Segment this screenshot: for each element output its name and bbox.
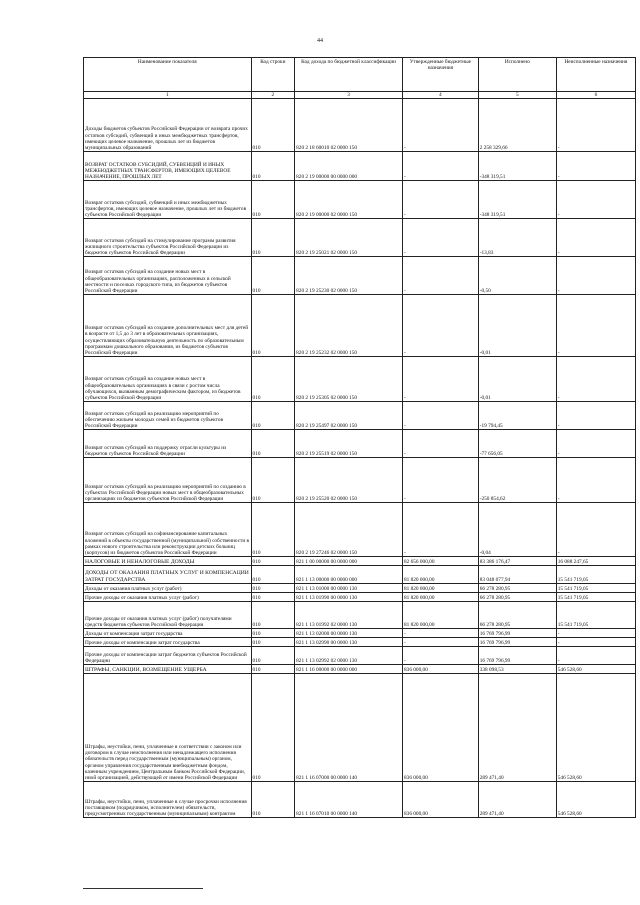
row-approved: - <box>403 152 479 181</box>
table-row <box>84 257 636 295</box>
row-unexecuted: 15 541 719,05 <box>556 593 635 602</box>
row-revenue-code: 821 1 13 01990 00 0000 130 <box>295 593 403 602</box>
column-number: 5 <box>478 92 556 99</box>
row-revenue-code: 821 1 13 01992 02 0000 130 <box>295 602 403 629</box>
table-row <box>84 782 636 818</box>
row-name: Возврат остатков субсидий на реализацию мероприятий по созданию в субъектах Российской Федерации новых мест в общеобразовательных организациях из бюджетов субъектов Российской Федерации <box>84 458 252 503</box>
row-line-code: 010 <box>251 665 295 674</box>
row-name: Возврат остатков субсидий, субвенций и иных межбюджетных трансфертов, имеющих целевое назначение, прошлых лет из бюджетов субъектов Российской Федерации <box>84 181 252 219</box>
row-unexecuted: - <box>556 629 635 638</box>
row-line-code: 010 <box>251 357 295 402</box>
column-number: 6 <box>556 92 635 99</box>
row-unexecuted: 546 528,60 <box>556 782 635 818</box>
table-row <box>84 602 636 629</box>
table-row <box>84 219 636 257</box>
row-line-code: 010 <box>251 402 295 430</box>
row-approved: - <box>403 458 479 503</box>
row-revenue-code: 820 2 19 25305 02 0000 150 <box>295 357 403 402</box>
row-executed: -0,01 <box>478 357 556 402</box>
row-executed: -0,01 <box>478 295 556 357</box>
row-revenue-code: 821 1 13 02990 00 0000 130 <box>295 638 403 647</box>
row-revenue-code: 820 2 19 25519 02 0000 150 <box>295 430 403 458</box>
row-name: Прочие доходы от компенсации затрат государства <box>84 638 252 647</box>
row-name: Прочие доходы от компенсации затрат бюджетов субъектов Российской Федерации <box>84 647 252 665</box>
row-revenue-code: 820 2 19 25230 02 0000 150 <box>295 257 403 295</box>
row-name: Возврат остатков субсидий на стимулирование программ развития жилищного строительства субъектов Российской Федерации из бюджетов субъектов Российской Федерации <box>84 219 252 257</box>
row-executed: -0,50 <box>478 257 556 295</box>
header-row <box>84 58 636 92</box>
row-line-code: 010 <box>251 219 295 257</box>
row-name: Возврат остатков субсидий на софинансирование капитальных вложений в объекты государственной (муниципальной) собственности в рамках нового строительства или реконструкции детских больниц (корпусов) из бюджетов субъектов Российской Федерации <box>84 503 252 557</box>
row-unexecuted: - <box>556 430 635 458</box>
row-approved: - <box>403 402 479 430</box>
row-name: ШТРАФЫ, САНКЦИИ, ВОЗМЕЩЕНИЕ УЩЕРБА <box>84 665 252 674</box>
row-revenue-code: 821 1 13 02000 00 0000 130 <box>295 629 403 638</box>
row-executed: 16 769 796,99 <box>478 647 556 665</box>
row-executed: 66 278 280,95 <box>478 602 556 629</box>
row-unexecuted: - <box>556 458 635 503</box>
row-executed: 2 258 329,66 <box>478 99 556 152</box>
row-revenue-code: 820 2 19 25497 02 0000 150 <box>295 402 403 430</box>
table-row <box>84 99 636 152</box>
row-name: НАЛОГОВЫЕ И НЕНАЛОГОВЫЕ ДОХОДЫ <box>84 557 252 566</box>
row-executed: 83 048 077,94 <box>478 566 556 584</box>
row-approved: 81 820 000,00 <box>403 602 479 629</box>
row-line-code: 010 <box>251 782 295 818</box>
row-unexecuted: 15 541 719,05 <box>556 584 635 593</box>
column-number: 3 <box>295 92 403 99</box>
row-approved: 836 000,00 <box>403 782 479 818</box>
row-line-code: 010 <box>251 503 295 557</box>
row-unexecuted: - <box>556 181 635 219</box>
row-unexecuted: - <box>556 295 635 357</box>
row-unexecuted: - <box>556 638 635 647</box>
row-name: Доходы бюджетов субъектов Российской Федерации от возврата прочих остатков субсидий, субвенций и иных межбюджетных трансфертов, имеющих целевое назначение, прошлых лет из бюджетов муниципальных образований <box>84 99 252 152</box>
header-executed: Исполнено <box>478 58 556 92</box>
row-line-code: 010 <box>251 593 295 602</box>
row-executed: 289 471,40 <box>478 674 556 782</box>
row-revenue-code: 820 2 19 27246 02 0000 150 <box>295 503 403 557</box>
table-row <box>84 584 636 593</box>
row-executed: -19 794,45 <box>478 402 556 430</box>
table-row <box>84 402 636 430</box>
row-line-code: 010 <box>251 584 295 593</box>
row-name: Прочие доходы от оказания платных услуг (работ) получателями средств бюджетов субъектов Российской Федерации <box>84 602 252 629</box>
row-name: ДОХОДЫ ОТ ОКАЗАНИЯ ПЛАТНЫХ УСЛУГ И КОМПЕНСАЦИИ ЗАТРАТ ГОСУДАРСТВА <box>84 566 252 584</box>
row-executed: 16 769 796,99 <box>478 629 556 638</box>
row-executed: -13,83 <box>478 219 556 257</box>
row-revenue-code: 821 1 16 00000 00 0000 000 <box>295 665 403 674</box>
row-unexecuted: - <box>556 357 635 402</box>
table-row <box>84 629 636 638</box>
table-row <box>84 593 636 602</box>
row-revenue-code: 820 2 19 00000 00 0000 000 <box>295 152 403 181</box>
table-row <box>84 503 636 557</box>
row-approved: 82 656 000,00 <box>403 557 479 566</box>
row-approved: - <box>403 638 479 647</box>
row-line-code: 010 <box>251 430 295 458</box>
row-unexecuted: 15 541 719,05 <box>556 566 635 584</box>
row-approved: - <box>403 503 479 557</box>
row-unexecuted: 546 528,60 <box>556 665 635 674</box>
row-executed: -0,04 <box>478 503 556 557</box>
row-unexecuted: - <box>556 402 635 430</box>
row-unexecuted: - <box>556 99 635 152</box>
row-line-code: 010 <box>251 181 295 219</box>
row-approved: 81 820 000,00 <box>403 593 479 602</box>
row-approved: 836 000,00 <box>403 674 479 782</box>
row-line-code: 010 <box>251 674 295 782</box>
row-name: Прочие доходы от оказания платных услуг (работ) <box>84 593 252 602</box>
row-executed: 16 769 796,99 <box>478 638 556 647</box>
row-line-code: 010 <box>251 629 295 638</box>
column-number: 4 <box>403 92 479 99</box>
table-row <box>84 357 636 402</box>
row-revenue-code: 820 2 19 25021 02 0000 150 <box>295 219 403 257</box>
row-unexecuted: 16 088 247,65 <box>556 557 635 566</box>
column-number: 1 <box>84 92 252 99</box>
row-name: ВОЗВРАТ ОСТАТКОВ СУБСИДИЙ, СУБВЕНЦИЙ И ИНЫХ МЕЖБЮДЖЕТНЫХ ТРАНСФЕРТОВ, ИМЕЮЩИХ ЦЕЛЕВОЕ НАЗНАЧЕНИЕ, ПРОШЛЫХ ЛЕТ <box>84 152 252 181</box>
row-line-code: 010 <box>251 99 295 152</box>
row-revenue-code: 821 1 13 00000 00 0000 000 <box>295 566 403 584</box>
column-number-row <box>84 92 636 99</box>
row-unexecuted: - <box>556 647 635 665</box>
table-row <box>84 566 636 584</box>
row-name: Возврат остатков субсидий на создание новых мест в общеобразовательных организациях в связи с ростом числа обучающихся, вызванным демографическим фактором, из бюджетов субъектов Российской Федерации <box>84 357 252 402</box>
row-revenue-code: 820 2 19 25232 02 0000 150 <box>295 295 403 357</box>
row-revenue-code: 821 1 13 01000 00 0000 130 <box>295 584 403 593</box>
row-executed: -77 656,05 <box>478 430 556 458</box>
row-revenue-code: 821 1 00 00000 00 0000 000 <box>295 557 403 566</box>
row-revenue-code: 821 1 16 07000 00 0000 140 <box>295 674 403 782</box>
row-name: Штрафы, неустойки, пени, уплаченные в соответствии с законом или договором в случае неисполнения или ненадлежащего исполнения обязательств перед государственным (муниципальным) органом, органом управления государственным внебюджетным фондом, казенным учреждением, Центральным банком Российской Федерации, иной организацией, действующей от имени Российской Федерации <box>84 674 252 782</box>
row-line-code: 010 <box>251 295 295 357</box>
row-line-code: 010 <box>251 257 295 295</box>
table-row <box>84 665 636 674</box>
row-executed: 338 098,53 <box>478 665 556 674</box>
revenue-report-table <box>83 57 636 818</box>
row-executed: -250 854,62 <box>478 458 556 503</box>
table-row <box>84 557 636 566</box>
row-approved: 81 820 000,00 <box>403 584 479 593</box>
row-name: Доходы от компенсации затрат государства <box>84 629 252 638</box>
row-unexecuted: - <box>556 219 635 257</box>
row-line-code: 010 <box>251 638 295 647</box>
row-revenue-code: 820 2 18 60010 02 0000 150 <box>295 99 403 152</box>
row-revenue-code: 821 1 13 02992 02 0000 130 <box>295 647 403 665</box>
row-name: Возврат остатков субсидий на реализацию мероприятий по обеспечению жильем молодых семей из бюджетов субъектов Российской Федерации <box>84 402 252 430</box>
table-row <box>84 430 636 458</box>
row-approved: - <box>403 295 479 357</box>
row-executed: 289 471,40 <box>478 782 556 818</box>
row-line-code: 010 <box>251 647 295 665</box>
table-row <box>84 638 636 647</box>
row-executed: 66 278 280,95 <box>478 593 556 602</box>
row-executed: 83 386 176,47 <box>478 557 556 566</box>
row-approved: - <box>403 219 479 257</box>
row-name: Штрафы, неустойки, пени, уплаченные в случае просрочки исполнения поставщиком (подрядчиком, исполнителем) обязательств, предусмотренных государственным (муниципальным) контрактом <box>84 782 252 818</box>
header-approved: Утвержденные бюджетные назначения <box>403 58 479 92</box>
row-unexecuted: - <box>556 257 635 295</box>
header-line-code: Код строки <box>251 58 295 92</box>
footnote-divider <box>83 888 203 889</box>
column-number: 2 <box>251 92 295 99</box>
table-row <box>84 152 636 181</box>
table-row <box>84 458 636 503</box>
header-unexecuted: Неисполненные назначения <box>556 58 635 92</box>
row-revenue-code: 821 1 16 07010 00 0000 140 <box>295 782 403 818</box>
row-name: Доходы от оказания платных услуг (работ) <box>84 584 252 593</box>
row-revenue-code: 820 2 19 25520 02 0000 150 <box>295 458 403 503</box>
row-approved: - <box>403 430 479 458</box>
row-approved: 836 000,00 <box>403 665 479 674</box>
row-line-code: 010 <box>251 566 295 584</box>
row-unexecuted: - <box>556 503 635 557</box>
row-unexecuted: 15 541 719,05 <box>556 602 635 629</box>
header-indicator-name: Наименование показателя <box>84 58 252 92</box>
row-approved: - <box>403 357 479 402</box>
row-approved: - <box>403 181 479 219</box>
row-approved: - <box>403 629 479 638</box>
table-row <box>84 647 636 665</box>
row-unexecuted: 546 528,60 <box>556 674 635 782</box>
row-line-code: 010 <box>251 458 295 503</box>
row-line-code: 010 <box>251 602 295 629</box>
row-line-code: 010 <box>251 557 295 566</box>
row-approved: - <box>403 257 479 295</box>
row-approved: - <box>403 99 479 152</box>
report-body <box>84 99 636 818</box>
table-row <box>84 181 636 219</box>
table-row <box>84 674 636 782</box>
row-unexecuted: - <box>556 152 635 181</box>
row-name: Возврат остатков субсидий на поддержку отрасли культуры из бюджетов субъектов Российской Федерации <box>84 430 252 458</box>
row-approved: 81 820 000,00 <box>403 566 479 584</box>
page-number: 44 <box>317 38 323 44</box>
row-executed: 66 278 280,95 <box>478 584 556 593</box>
header-revenue-code: Код дохода по бюджетной классификации <box>295 58 403 92</box>
row-name: Возврат остатков субсидий на создание новых мест в общеобразовательных организациях, расположенных в сельской местности и поселках городского типа, из бюджетов субъектов Российской Федерации <box>84 257 252 295</box>
row-executed: -348 319,51 <box>478 152 556 181</box>
row-approved: - <box>403 647 479 665</box>
row-name: Возврат остатков субсидий на создание дополнительных мест для детей в возрасте от 1,5 до 3 лет в образовательных организациях, осуществляющих образовательную деятельность по образовательным программам дошкольного образования, из бюджетов субъектов Российской Федерации <box>84 295 252 357</box>
row-revenue-code: 820 2 19 00000 02 0000 150 <box>295 181 403 219</box>
row-executed: -348 319,51 <box>478 181 556 219</box>
row-line-code: 010 <box>251 152 295 181</box>
table-row <box>84 295 636 357</box>
